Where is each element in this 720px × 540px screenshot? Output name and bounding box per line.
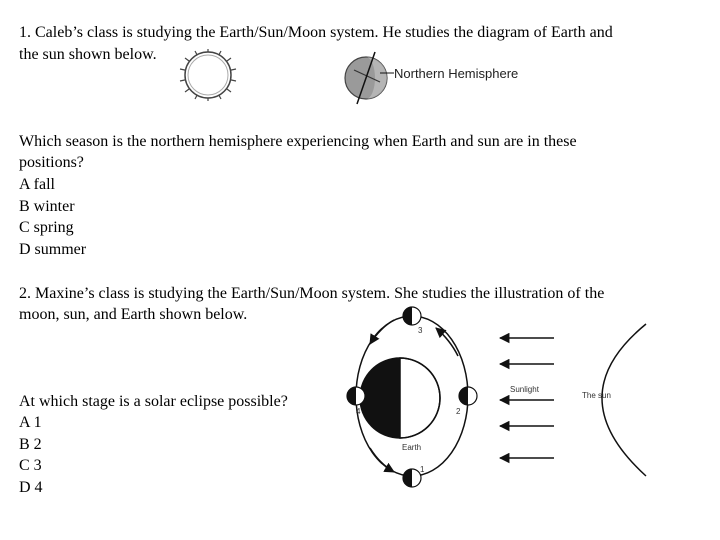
q1-option-a[interactable]: A fall (19, 176, 55, 193)
moon-stage-3 (403, 307, 421, 325)
earth-label: Earth (402, 443, 422, 452)
moon-stage-1 (403, 469, 421, 487)
q2-option-a[interactable]: A 1 (19, 414, 42, 431)
orbit-arrow-top (370, 320, 394, 344)
q1-question-line-2: positions? (19, 154, 84, 171)
q1-earth-figure (340, 50, 400, 106)
q2-option-c[interactable]: C 3 (19, 457, 42, 474)
northern-hemisphere-label: Northern Hemisphere (394, 66, 519, 81)
q1-sun-figure (176, 48, 240, 102)
q2-question: At which stage is a solar eclipse possible? (19, 393, 288, 410)
q2-option-b[interactable]: B 2 (19, 436, 42, 453)
stage-label-3: 3 (418, 326, 423, 335)
q1-prompt-line-1: 1. Caleb’s class is studying the Earth/Sun/Moon system. He studies the diagram of Earth and (19, 24, 613, 41)
moon-stage-4 (347, 387, 365, 405)
stage-label-4: 4 (356, 407, 361, 416)
sunlight-label: Sunlight (510, 385, 539, 394)
sun-label: The sun (582, 391, 611, 400)
moon-stage-2 (459, 387, 477, 405)
stage-label-2: 2 (456, 407, 461, 416)
q2-prompt-line-1: 2. Maxine’s class is studying the Earth/Sun/Moon system. She studies the illustration of the (19, 285, 605, 302)
earth (360, 358, 440, 438)
stage-label-1: 1 (420, 465, 425, 474)
q1-question-line-1: Which season is the northern hemisphere experiencing when Earth and sun are in these (19, 133, 577, 150)
q1-prompt-line-2: the sun shown below. (19, 46, 157, 63)
q1-option-b[interactable]: B winter (19, 198, 75, 215)
q1-option-d[interactable]: D summer (19, 241, 87, 258)
orbit-arrow-right (436, 328, 458, 356)
q2-prompt-line-2: moon, sun, and Earth shown below. (19, 306, 248, 323)
sunlight-arrows (500, 338, 554, 458)
q1-option-c[interactable]: C spring (19, 219, 74, 236)
q2-moon-orbit-figure (336, 300, 720, 500)
q2-option-d[interactable]: D 4 (19, 479, 43, 496)
orbit-arrow-bottom (370, 448, 394, 472)
sun-disc (185, 52, 231, 98)
sun-arc (602, 324, 646, 476)
